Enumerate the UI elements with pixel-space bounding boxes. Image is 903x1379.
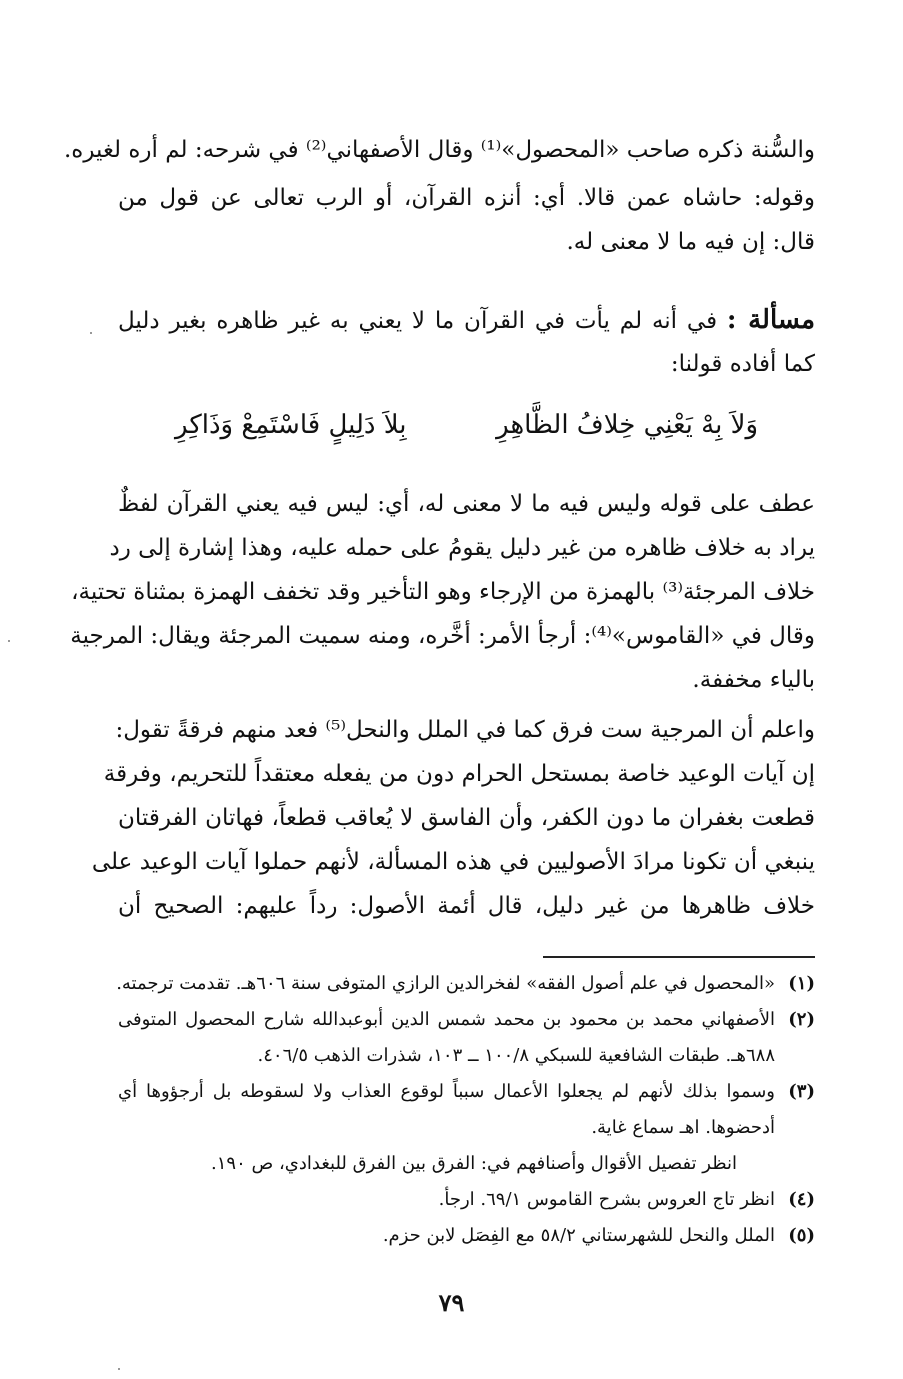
murjia-paragraph — [91, 708, 815, 928]
body-line: عطف على قوله وليس فيه ما لا معنى له، أي: ليس فيه يعني القرآن لفظٌ — [118, 491, 815, 517]
body-line: قال: إن فيه ما لا معنى له. — [566, 229, 815, 255]
masala-label: مسألة : — [726, 305, 816, 335]
masala-text: في أنه لم يأت في القرآن ما لا يعني به غير ظاهره بغير دليل — [118, 308, 718, 334]
masala-paragraph — [118, 298, 815, 386]
footnote-number: (٣) — [788, 1081, 815, 1102]
body-line: وقوله: حاشاه عمن قالا. أي: أنزه القرآن، أو الرب تعالى عن قول من — [118, 185, 815, 211]
footnote-text: انظر تفصيل الأقوال وأصنافهم في: الفرق بين الفرق للبغدادي، ص ١٩٠. — [211, 1153, 737, 1174]
verse-second-hemistich: بِلاَ دَلِيلٍ فَاسْتَمِعْ وَذَاكِرِ — [175, 410, 407, 440]
scan-speck — [90, 332, 92, 334]
commentary-paragraph — [70, 482, 815, 702]
footnote-number: (٢) — [788, 1009, 815, 1030]
footnote-4 — [118, 1182, 815, 1218]
body-line: بالياء مخففة. — [692, 667, 815, 693]
body-line: خلاف ظاهرها من غير دليل، قال أئمة الأصول: رداً عليهم: الصحيح أن — [118, 893, 815, 919]
footnote-number: (٥) — [788, 1225, 815, 1246]
scan-speck — [118, 1368, 120, 1370]
scan-speck — [8, 640, 10, 642]
body-line: والسُّنة ذكره صاحب «المحصول»⁽¹⁾ وقال الأصفهاني⁽²⁾ في شرحه: لم أره لغيره. — [63, 137, 815, 163]
footnotes — [118, 966, 815, 1254]
body-line: يراد به خلاف ظاهره من غير دليل يقومُ على حمله عليه، وهذا إشارة إلى رد — [109, 535, 815, 561]
verse-first-hemistich: وَلاَ بِهْ يَعْنِي خِلافُ الظَّاهِرِ — [496, 410, 758, 440]
footnote-text: ٦٨٨هـ. طبقات الشافعية للسبكي ١٠٠/٨ ــ ١٠٣، شذرات الذهب ٤٠٦/٥. — [257, 1045, 775, 1066]
footnote-separator — [543, 956, 815, 958]
footnote-text: انظر تاج العروس بشرح القاموس ٦٩/١. ارجأ. — [438, 1189, 775, 1210]
footnote-1 — [118, 966, 815, 1002]
body-line: إن آيات الوعيد خاصة بمستحل الحرام دون من يفعله معتقداً للتحريم، وفرقة — [103, 761, 815, 787]
body-line: وقال في «القاموس»⁽⁴⁾: أرجأ الأمر: أخَّره، ومنه سميت المرجئة ويقال: المرجية — [70, 623, 815, 649]
body-line: خلاف المرجئة⁽³⁾ بالهمزة من الإرجاء وهو التأخير وقد تخفف الهمزة بمثناة تحتية، — [71, 579, 815, 605]
masala-line — [118, 298, 815, 342]
poem-verse — [175, 400, 758, 450]
footnote-number: (٤) — [788, 1189, 815, 1210]
footnote-number: (١) — [788, 973, 815, 994]
page-number: ٧٩ — [438, 1288, 465, 1317]
footnote-2 — [118, 1002, 815, 1038]
body-line: قطعت بغفران ما دون الكفر، وأن الفاسق لا يُعاقب قطعاً، فهاتان الفرقتان — [118, 805, 815, 831]
footnote-3 — [118, 1074, 815, 1110]
footnote-3-continued — [118, 1110, 815, 1146]
footnote-text: «المحصول في علم أصول الفقه» لفخرالدين الرازي المتوفى سنة ٦٠٦هـ. تقدمت ترجمته. — [116, 973, 775, 994]
footnote-text: الملل والنحل للشهرستاني ٥٨/٢ مع الفِصَل لابن حزم. — [382, 1225, 775, 1246]
footnote-text: الأصفهاني محمد بن محمود بن محمد شمس الدين أبوعبدالله شارح المحصول المتوفى — [118, 1009, 775, 1030]
footnote-5 — [118, 1218, 815, 1254]
opening-paragraph — [63, 128, 815, 264]
footnote-text: وسموا بذلك لأنهم لم يجعلوا الأعمال سبباً لوقوع العذاب ولا لسقوطه بل أرجؤوها أي — [118, 1081, 775, 1102]
body-line: ينبغي أن تكونا مرادَ الأصوليين في هذه المسألة، لأنهم حملوا آيات الوعيد على — [91, 849, 815, 875]
footnote-3-reference — [118, 1146, 815, 1182]
body-line: واعلم أن المرجية ست فرق كما في الملل والنحل⁽⁵⁾ فعد منهم فرقةً تقول: — [115, 717, 815, 743]
footnote-text: أدحضوها. اهـ سماع غاية. — [591, 1117, 775, 1138]
footnote-2-continued — [118, 1038, 815, 1074]
masala-line: كما أفاده قولنا: — [670, 351, 815, 377]
